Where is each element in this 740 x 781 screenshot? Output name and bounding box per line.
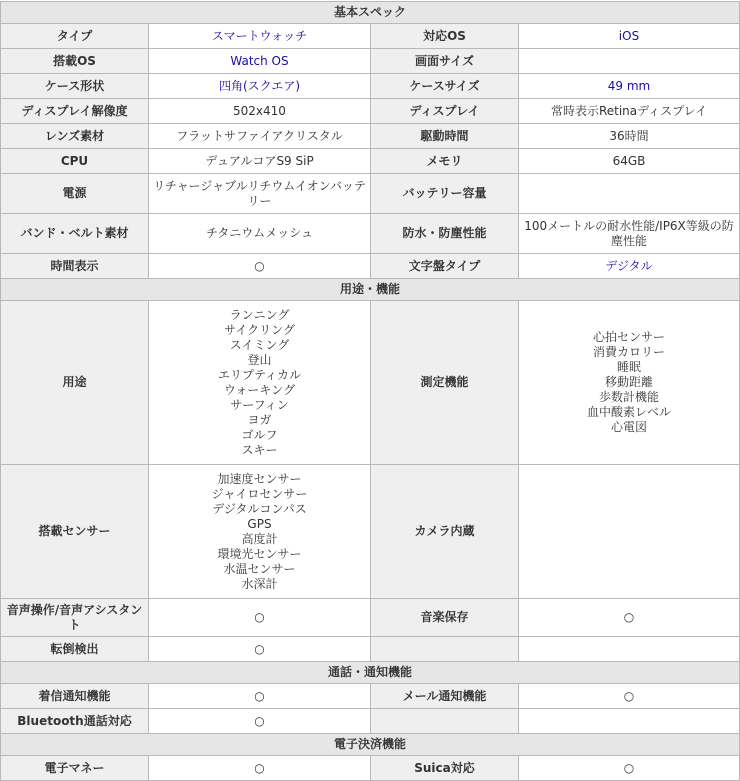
- list-item: 心拍センサー: [593, 330, 666, 344]
- display-resolution-label: ディスプレイ解像度: [1, 99, 149, 124]
- list-item: スキー: [241, 442, 278, 457]
- list-item: スイミング: [229, 337, 290, 352]
- list-item: サイクリング: [224, 322, 295, 337]
- list-item: サーフィン: [230, 397, 289, 412]
- list-item: 歩数計機能: [599, 390, 660, 404]
- list-item: エリプティカル: [217, 367, 302, 382]
- suica-value: ○: [519, 756, 740, 781]
- suica-label: Suica対応: [371, 756, 519, 781]
- list-item: ジャイロセンサー: [211, 486, 308, 501]
- voice-assistant-label: 音声操作/音声アシスタント: [1, 599, 149, 637]
- lens-material-label: レンズ素材: [1, 124, 149, 149]
- list-item: ヨガ: [247, 412, 272, 427]
- bluetooth-call-value: ○: [149, 709, 371, 734]
- music-storage-label: 音楽保存: [371, 599, 519, 637]
- display-resolution-value: 502x410: [149, 99, 371, 124]
- list-item: デジタルコンパス: [212, 501, 307, 516]
- section-usage-functions: 用途・機能: [1, 279, 740, 301]
- memory-value: 64GB: [519, 149, 740, 174]
- time-display-label: 時間表示: [1, 254, 149, 279]
- list-item: 高度計: [241, 531, 278, 546]
- supported-os-label: 対応OS: [371, 24, 519, 49]
- memory-label: メモリ: [371, 149, 519, 174]
- section-call-notification: 通話・通知機能: [1, 662, 740, 684]
- list-item: 血中酸素レベル: [587, 405, 672, 419]
- sensor-label: 搭載センサー: [1, 465, 149, 599]
- dial-type-label: 文字盤タイプ: [371, 254, 519, 279]
- bluetooth-call-label: Bluetooth通話対応: [1, 709, 149, 734]
- drive-time-value: 36時間: [519, 124, 740, 149]
- cpu-label: CPU: [1, 149, 149, 174]
- type-value-link[interactable]: スマートウォッチ: [149, 24, 371, 49]
- battery-capacity-value: [519, 174, 740, 214]
- list-item: ウォーキング: [223, 382, 296, 397]
- sensor-list: [149, 465, 371, 599]
- display-value: 常時表示Retinaディスプレイ: [519, 99, 740, 124]
- fall-detection-label: 転倒検出: [1, 637, 149, 662]
- list-item: 環境光センサー: [217, 546, 302, 561]
- list-item: ランニング: [229, 307, 290, 322]
- dial-type-value-link[interactable]: デジタル: [519, 254, 740, 279]
- os-value-link[interactable]: Watch OS: [149, 49, 371, 74]
- list-item: GPS: [247, 516, 272, 531]
- screen-size-label: 画面サイズ: [371, 49, 519, 74]
- display-label: ディスプレイ: [371, 99, 519, 124]
- list-item: 登山: [247, 352, 272, 367]
- supported-os-value-link[interactable]: iOS: [519, 24, 740, 49]
- power-value: リチャージャブルリチウムイオンバッテリー: [149, 174, 371, 214]
- list-item: 水温センサー: [223, 561, 296, 576]
- section-basic-spec: 基本スペック: [1, 2, 740, 24]
- empty-value: [519, 637, 740, 662]
- usage-label: 用途: [1, 301, 149, 465]
- screen-size-value: [519, 49, 740, 74]
- case-shape-label: ケース形状: [1, 74, 149, 99]
- mail-notification-label: メール通知機能: [371, 684, 519, 709]
- mail-notification-value: ○: [519, 684, 740, 709]
- list-item: 消費カロリー: [593, 345, 666, 359]
- battery-capacity-label: バッテリー容量: [371, 174, 519, 214]
- list-item: 水深計: [241, 576, 278, 591]
- list-item: 移動距離: [605, 375, 654, 389]
- water-resistance-value: 100メートルの耐水性能/IP6X等級の防塵性能: [519, 214, 740, 254]
- cpu-value: デュアルコアS9 SiP: [149, 149, 371, 174]
- empty-value-2: [519, 709, 740, 734]
- band-material-value: チタニウムメッシュ: [149, 214, 371, 254]
- measurement-label: 測定機能: [371, 301, 519, 465]
- list-item: 睡眠: [617, 360, 642, 374]
- e-money-value: ○: [149, 756, 371, 781]
- fall-detection-value: ○: [149, 637, 371, 662]
- case-shape-value-link[interactable]: 四角(スクエア): [149, 74, 371, 99]
- list-item: 心電図: [611, 420, 648, 434]
- time-display-value: ○: [149, 254, 371, 279]
- usage-list: [149, 301, 371, 465]
- lens-material-value: フラットサファイアクリスタル: [149, 124, 371, 149]
- section-electronic-payment: 電子決済機能: [1, 734, 740, 756]
- incoming-notification-value: ○: [149, 684, 371, 709]
- empty-label-2: [371, 709, 519, 734]
- type-label: タイプ: [1, 24, 149, 49]
- os-label: 搭載OS: [1, 49, 149, 74]
- case-size-value-link[interactable]: 49 mm: [519, 74, 740, 99]
- spec-table: [0, 1, 740, 781]
- camera-value: [519, 465, 740, 599]
- list-item: ゴルフ: [241, 427, 278, 442]
- list-item: 加速度センサー: [217, 471, 302, 486]
- case-size-label: ケースサイズ: [371, 74, 519, 99]
- power-label: 電源: [1, 174, 149, 214]
- measurement-list: [519, 301, 740, 465]
- drive-time-label: 駆動時間: [371, 124, 519, 149]
- empty-label: [371, 637, 519, 662]
- incoming-notification-label: 着信通知機能: [1, 684, 149, 709]
- water-resistance-label: 防水・防塵性能: [371, 214, 519, 254]
- music-storage-value: ○: [519, 599, 740, 637]
- camera-label: カメラ内蔵: [371, 465, 519, 599]
- band-material-label: バンド・ベルト素材: [1, 214, 149, 254]
- voice-assistant-value: ○: [149, 599, 371, 637]
- e-money-label: 電子マネー: [1, 756, 149, 781]
